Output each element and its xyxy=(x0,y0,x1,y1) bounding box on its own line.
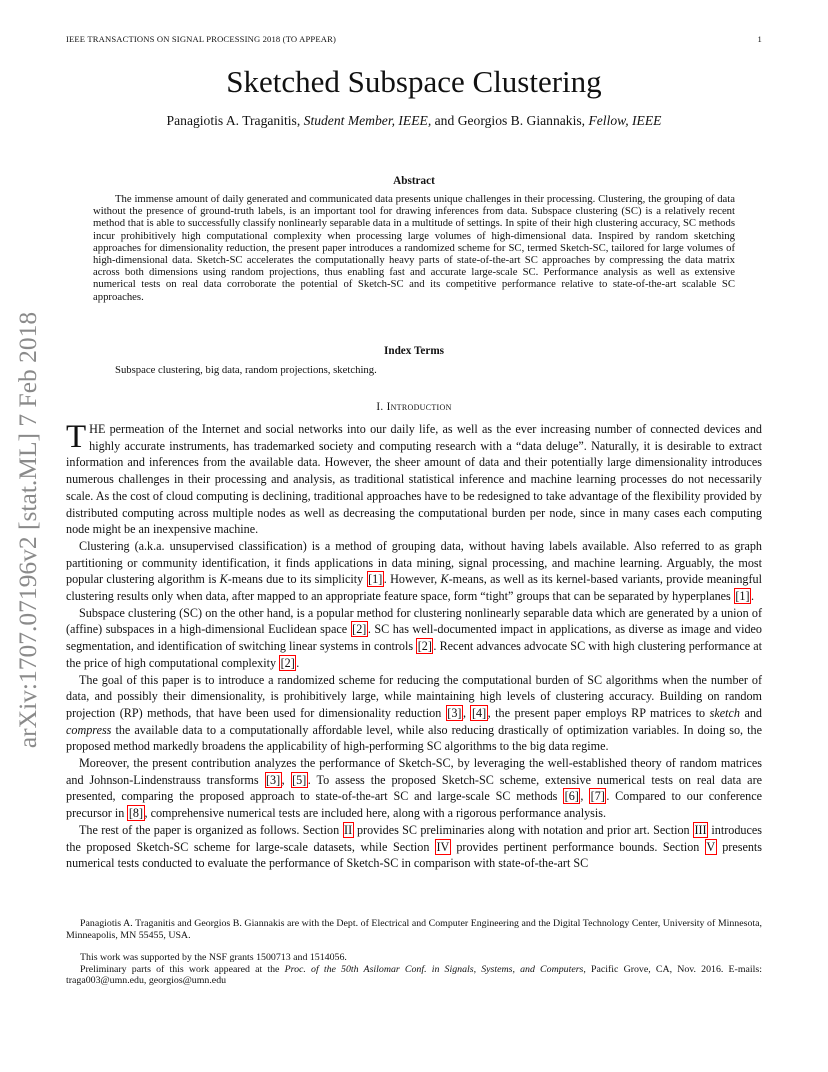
text-run: provides SC preliminaries along with notation and prior art. Section xyxy=(353,822,693,837)
author-1-name: Panagiotis A. Traganitis, xyxy=(166,113,301,128)
paragraph-2 xyxy=(66,538,762,605)
text-run: , the present paper employs RP matrices to xyxy=(487,705,710,720)
paragraph-3 xyxy=(66,605,762,672)
text-run: . Compared to our conference precursor in xyxy=(66,789,762,821)
section-link[interactable]: II xyxy=(344,822,353,837)
section-number: I. xyxy=(376,401,384,413)
text-run: . Recent advances advocate SC with high clustering performance at the price of high computational complexity xyxy=(66,639,762,670)
text-run: Subspace clustering (SC) on the other hand, is a popular method for clustering nonlinearly separable data which are generated by a union of (affine) subspaces in a high-dimensional Euclidean space xyxy=(66,605,762,637)
citation-link[interactable]: [1] xyxy=(368,572,383,587)
paragraph-1-text: HE permeation of the Internet and social networks into our daily life, as well as the ever increasing number of connected devices and highly accurate instruments, has trademarked society and computing research with a “data deluge”. Naturally, it is desirable to extract information and inferences from the available data. However, the sheer amount of data and their potentially large dimensionality introduces numerous challenges in their processing and analysis, as traditional statistical inference and machine learning processes do not necessarily scale. As the cost of cloud computing is declining, traditional approaches have to be redesigned to take advantage of the flexibility provided by distributed computing across multiple nodes as well as decreasing the computational burden per node, since in many cases each computing node might be an inexpensive machine. xyxy=(66,422,762,537)
paragraph-4 xyxy=(66,672,762,756)
abstract-heading: Abstract xyxy=(393,175,435,187)
paragraph-6 xyxy=(66,822,762,872)
footnote-affiliation xyxy=(66,918,762,941)
abstract-text: The immense amount of daily generated and communicated data presents unique challenges in their processing. Clustering, the grouping of data without the presence of ground-truth labels, is an important tool for drawing inferences from data. Subspace clustering (SC) is a relatively recent method that is able to successfully classify nonlinearly separable data in a multitude of settings. In spite of their high clustering accuracy, SC methods incur prohibitively high computational complexity when processing large volumes of high-dimensional data. Inspired by random sketching approaches for dimensionality reduction, the present paper introduces a randomized scheme for SC, termed Sketch-SC, tailored for large volumes of high-dimensional data. Sketch-SC accelerates the computationally heavy parts of state-of-the-art SC approaches by compressing the data matrix across both dimensions using random projections, thus enabling fast and accurate large-scale SC. Performance analysis as well as extensive numerical tests on real data corroborate the potential of Sketch-SC and its competitive performance relative to state-of-the-art scalable SC approaches. xyxy=(93,193,735,303)
paragraph-1 xyxy=(66,421,762,538)
citation-link[interactable]: [8] xyxy=(128,806,144,821)
index-terms-text: Subspace clustering, big data, random projections, sketching. xyxy=(115,364,377,376)
text-run: . xyxy=(750,589,755,604)
emphasis: compress xyxy=(66,722,112,737)
citation-link[interactable]: [6] xyxy=(564,789,579,804)
citation-link[interactable]: [7] xyxy=(590,789,605,804)
text-run: . However, xyxy=(383,572,441,587)
arxiv-stamp xyxy=(8,290,48,770)
text-run: . SC has well-documented impact in applications, as diverse as image and video segmentation, and identification of switching linear systems in controls xyxy=(66,622,762,654)
running-header: IEEE TRANSACTIONS ON SIGNAL PROCESSING 2018 (TO APPEAR) xyxy=(66,34,336,44)
citation-link[interactable]: [4] xyxy=(471,705,487,720)
section-title: Introduction xyxy=(386,401,452,413)
text-run: presents numerical tests conducted to evaluate the performance of Sketch-SC in comparison with state-of-the-art SC xyxy=(66,839,763,871)
text-run: Clustering (a.k.a. unsupervised classification) is a method of grouping data, without having labels available. Also referred to as graph partitioning or community identification, it finds applications in data mining, signal processing, and machine learning. Arguably, the most popular clustering algorithm is xyxy=(66,538,762,587)
citation-link[interactable]: [5] xyxy=(292,772,307,787)
author-2-name: Georgios B. Giannakis, xyxy=(457,113,586,128)
footnote-affiliation-text: Panagiotis A. Traganitis and Georgios B. Giannakis are with the Dept. of Electrical and Computer Engineering and the Digital Technology Center, University of Minnesota, Minneapolis, MN 55455, USA. xyxy=(66,918,762,941)
text-run: provides pertinent performance bounds. Section xyxy=(450,839,705,854)
footnote-prelim xyxy=(66,964,762,987)
text-run: -means due to its simplicity xyxy=(227,572,367,587)
text-run: Moreover, the present contribution analyzes the performance of Sketch-SC, by leveraging the well-established theory of random matrices and Johnson-Lindenstrauss transforms xyxy=(66,756,762,787)
venue-name: Proc. of the 50th Asilomar Conf. in Signals, Systems, and Computers xyxy=(284,963,584,975)
text-run: the available data to a computationally affordable level, while also reducing drastically of optimization variables. In doing so, the proposed method markedly broadens the applicability of high-performing SC algorithms to the big data regime. xyxy=(66,722,762,754)
author-line xyxy=(0,113,828,129)
citation-link[interactable]: [2] xyxy=(280,655,295,670)
arxiv-stamp-text: arXiv:1707.07196v2 [stat.ML] 7 Feb 2018 xyxy=(13,311,42,749)
text-run: . To assess the proposed Sketch-SC scheme, extensive numerical tests on real data are presented, comparing the proposed approach to state-of-the-art SC and large-scale SC methods xyxy=(66,772,762,804)
text-run: Preliminary parts of this work appeared at the xyxy=(80,963,285,975)
text-run: The rest of the paper is organized as follows. Section xyxy=(79,822,343,837)
footnote-support-text: This work was supported by the NSF grants 1500713 and 1514056. xyxy=(80,952,347,963)
section-link[interactable]: V xyxy=(706,839,716,854)
text-run: introduces the proposed Sketch-SC scheme for large-scale datasets, while Section xyxy=(66,822,763,854)
citation-link[interactable]: [3] xyxy=(447,705,462,720)
text-run: . xyxy=(296,655,300,670)
author-2-role: Fellow, IEEE xyxy=(588,113,662,128)
section-body xyxy=(66,421,762,872)
footnote-support xyxy=(66,952,762,987)
citation-link[interactable]: [3] xyxy=(266,772,281,787)
index-terms-heading: Index Terms xyxy=(384,345,444,357)
text-run: , xyxy=(580,789,590,804)
math-k: K xyxy=(440,572,449,587)
text-run: , xyxy=(462,705,471,720)
text-run: , xyxy=(281,772,291,787)
section-link[interactable]: IV xyxy=(436,839,450,854)
section-link[interactable]: III xyxy=(694,822,707,837)
text-run: The goal of this paper is to introduce a randomized scheme for reducing the computational burden of SC algorithms when the number of data, and possibly their dimensionality, is prohibitively large, while maintaining high levels of clustering accuracy. Building on random projection (RP) methods, that have been used for dimensionality reduction xyxy=(66,672,762,720)
paragraph-5 xyxy=(66,755,762,822)
text-run: and xyxy=(739,705,762,720)
drop-cap: T xyxy=(66,419,87,455)
citation-link[interactable]: [2] xyxy=(352,622,367,637)
page-number: 1 xyxy=(757,34,762,44)
citation-link[interactable]: [1] xyxy=(735,589,750,604)
citation-link[interactable]: [2] xyxy=(417,639,432,654)
text-run: , comprehensive numerical tests are included here, along with a rigorous performance analysis. xyxy=(144,806,607,821)
math-k: K xyxy=(219,572,228,587)
text-run: -means, as well as its kernel-based variants, provide meaningful clustering results only when data, after mapped to an appropriate feature space, form “tight” groups that can be separated by hyperplanes xyxy=(66,572,762,604)
author-1-role: Student Member, IEEE, xyxy=(303,113,432,128)
section-heading xyxy=(0,401,828,413)
paper-title: Sketched Subspace Clustering xyxy=(226,64,602,99)
text-run: , Pacific Grove, CA, Nov. 2016. E-mails: traga003@umn.edu, georgios@umn.edu xyxy=(66,963,762,987)
emphasis: sketch xyxy=(709,705,740,720)
author-conjunction: and xyxy=(434,113,455,128)
